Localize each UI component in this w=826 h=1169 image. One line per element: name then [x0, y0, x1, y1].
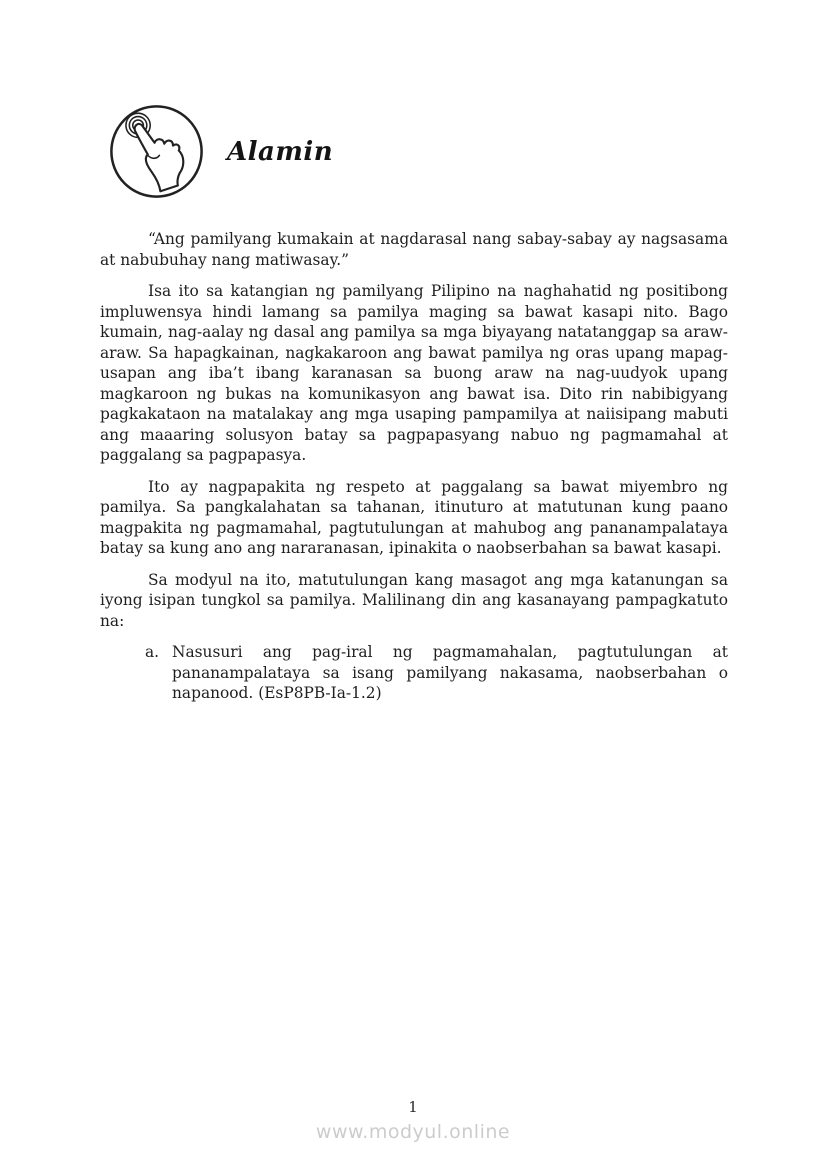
objective-marker: a. [145, 643, 160, 661]
objective-text: Nasusuri ang pag-iral ng pagmamahalan, pagtutulungan at pananampalataya sa isang pamilyang nakasama, naobserbahan o napanood. (EsP8PB-Ia-1.2) [172, 643, 728, 702]
section-title: Alamin [227, 136, 334, 167]
page-number: 1 [408, 1098, 418, 1116]
paragraph-respeto: Ito ay nagpapakita ng respeto at paggalang sa bawat miyembro ng pamilya. Sa pangkalahatan sa tahanan, itinuturo at matutunan kung paano magpakita ng pagmamahal, pagtutulungan at mahubog ang pananampalataya batay sa kung ano ang nararanasan, ipinakita o naobserbahan sa bawat kasapi. [100, 477, 728, 557]
press-button-hand-icon [108, 103, 205, 200]
paragraph-intro: Isa ito sa katangian ng pamilyang Pilipino na naghahatid ng positibong impluwensya hindi lamang sa pamilya maging sa bawat kasapi nito. Bago kumain, nag-aalay ng dasal ang pamilya sa mga biyayang natatanggap sa araw-araw. Sa hapagkainan, nagkakaroon ang bawat pamilya ng oras upang mapag-usapan ang iba’t ibang karanasan sa buong araw na nag-uudyok upang magkaroon ng bukas na komunikasyon ang bawat isa. Dito rin nabibigyang pagkakataon na matalakay ang mga usaping pampamilya at naiisipang mabuti ang maaaring solusyon batay sa pagpapasyang nabuo ng pagmamahal at paggalang sa pagpapasya. [100, 282, 728, 464]
objective-item [100, 642, 728, 704]
watermark-url: www.modyul.online [315, 1121, 511, 1143]
section-header [108, 103, 333, 200]
quote-paragraph: “Ang pamilyang kumakain at nagdarasal nang sabay-sabay ay nagsasama at nabubuhay nang matiwasay.” [100, 230, 728, 269]
paragraph-modyul: Sa modyul na ito, matutulungan kang masagot ang mga katanungan sa iyong isipan tungkol sa pamilya. Malilinang din ang kasanayang pampagkatuto na: [100, 570, 728, 630]
body-content [100, 229, 728, 704]
